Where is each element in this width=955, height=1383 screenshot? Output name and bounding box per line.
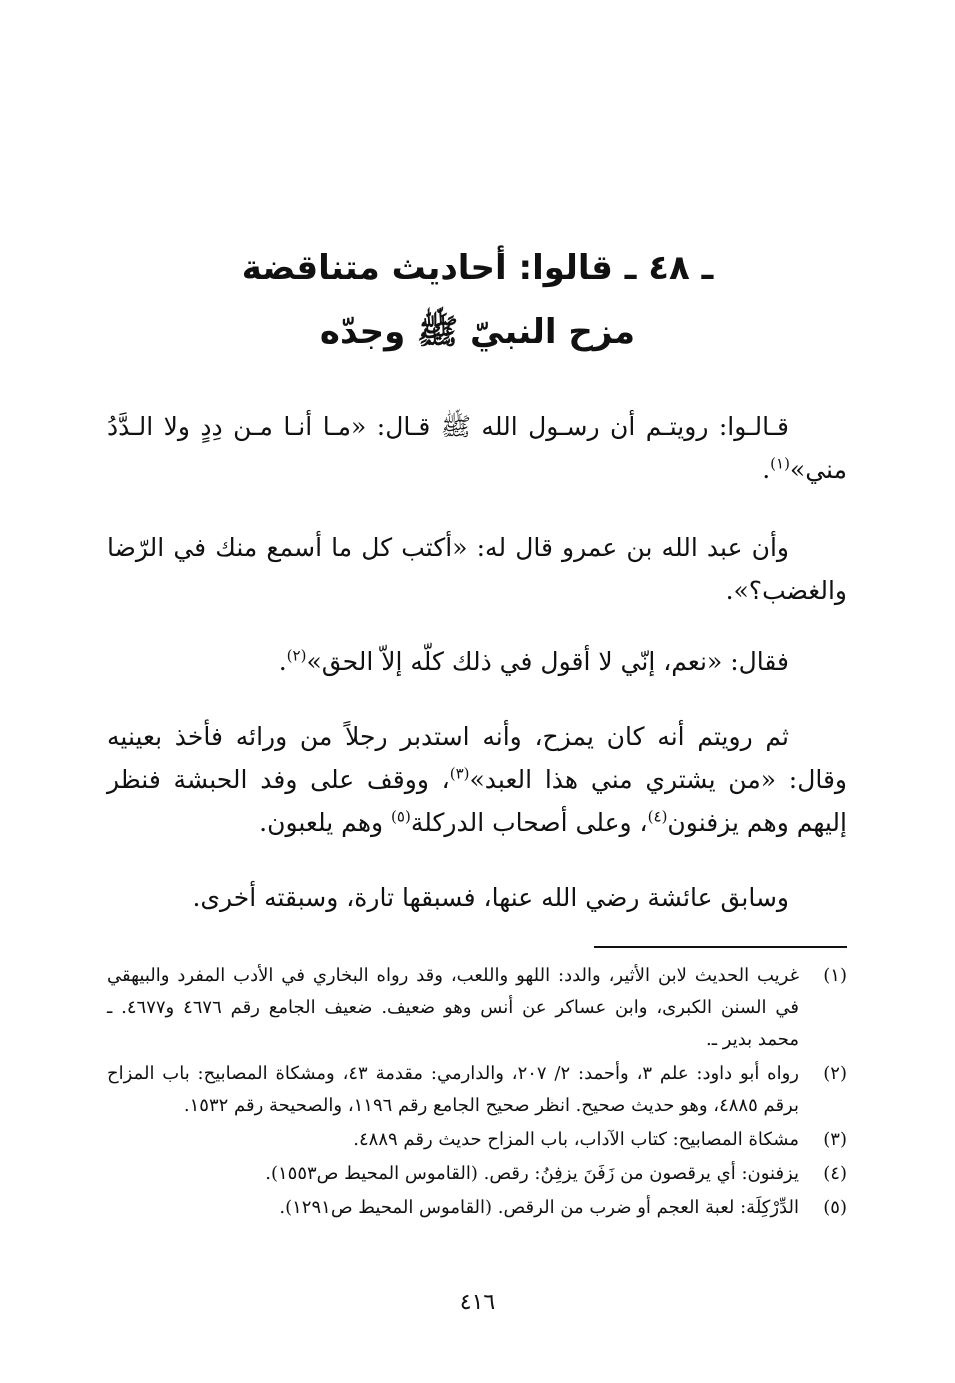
footnote-item [107,960,847,1056]
footnote-ref-5: (٥) [391,807,411,826]
footnote-number: (١) [823,965,847,986]
footnote-ref-2: (٢) [286,646,307,665]
paragraph-4-text-c: ، وعلى أصحاب الدركلة [410,808,648,837]
footnote-item [107,1058,847,1122]
footnote-item [107,1124,847,1156]
paragraph-3-end: . [278,647,287,676]
footnote-divider [594,946,847,948]
footnote-text: غريب الحديث لابن الأثير، والدد: اللهو واللعب، وقد رواه البخاري في الأدب المفرد والبيهقي في السنن الكبرى، وابن عساكر عن أنس وهو ضعيف. ضعيف الجامع رقم ٤٦٧٦ و٤٦٧٧. ـ محمد بدير ـ. [107,965,800,1050]
footnote-number: (٢) [823,1063,847,1084]
paragraph-2 [107,526,847,612]
paragraph-5-text: وسابق عائشة رضي الله عنها، فسبقها تارة، وسبقته أخرى. [192,883,789,912]
footnotes-list [107,960,847,1226]
footnote-ref-4: (٤) [647,807,668,826]
paragraph-4-text-b: ، ووقف على وفد الحبشة فنظر إليهم وهم يزفنون [107,765,847,837]
chapter-title: ـ ٤٨ ـ قالوا: أحاديث متناقضة [241,248,714,288]
paragraph-1 [107,405,847,491]
footnote-item [107,1192,847,1224]
footnote-ref-1: (١) [770,454,790,473]
paragraph-3 [107,640,847,683]
footnote-number: (٣) [823,1129,847,1150]
paragraph-4-text-d: وهم يلعبون. [259,808,392,837]
page-number: ٤١٦ [459,1290,496,1315]
paragraph-5 [107,876,847,919]
paragraph-3-text: فقال: «نعم، إنّي لا أقول في ذلك كلّه إلاّ الحق» [306,647,789,676]
footnote-text: الدِّرْكِلَة: لعبة العجم أو ضرب من الرقص. (القاموس المحيط ص١٢٩١). [279,1197,799,1218]
paragraph-1-end: . [762,455,771,484]
footnote-number: (٤) [823,1163,847,1184]
footnote-ref-3: (٣) [449,764,470,783]
footnote-number: (٥) [823,1197,847,1218]
footnote-text: مشكاة المصابيح: كتاب الآداب، باب المزاح حديث رقم ٤٨٨٩. [353,1129,799,1150]
footnote-item [107,1158,847,1190]
paragraph-2-text: وأن عبد الله بن عمرو قال له: «أكتب كل ما أسمع منك في الرّضا والغضب؟». [107,533,847,605]
footnote-text: رواه أبو داود: علم ٣، وأحمد: ٢/ ٢٠٧، والدارمي: مقدمة ٤٣، ومشكاة المصابيح: باب المزاح برقم ٤٨٨٥، وهو حديث صحيح. انظر صحيح الجامع رقم ١١٩٦، والصحيحة رقم ١٥٣٢. [107,1063,799,1116]
paragraph-1-text: قـالـوا: رويتـم أن رسـول الله ﷺ قـال: «مـا أنـا مـن دِدٍ ولا الـدَّدُ مني» [107,412,847,484]
paragraph-4-text-a: ثم رويتم أنه كان يمزح، وأنه استدبر رجلاً من ورائه فأخذ بعينيه وقال: «من يشتري مني هذا العبد» [107,722,847,794]
footnote-text: يزفنون: أي يرقصون من زَفَنَ يزفِنُ: رقص. (القاموس المحيط ص١٥٥٣). [265,1163,799,1184]
paragraph-4 [107,715,847,844]
chapter-subtitle: مزح النبيّ ﷺ وجدّه [319,312,636,352]
